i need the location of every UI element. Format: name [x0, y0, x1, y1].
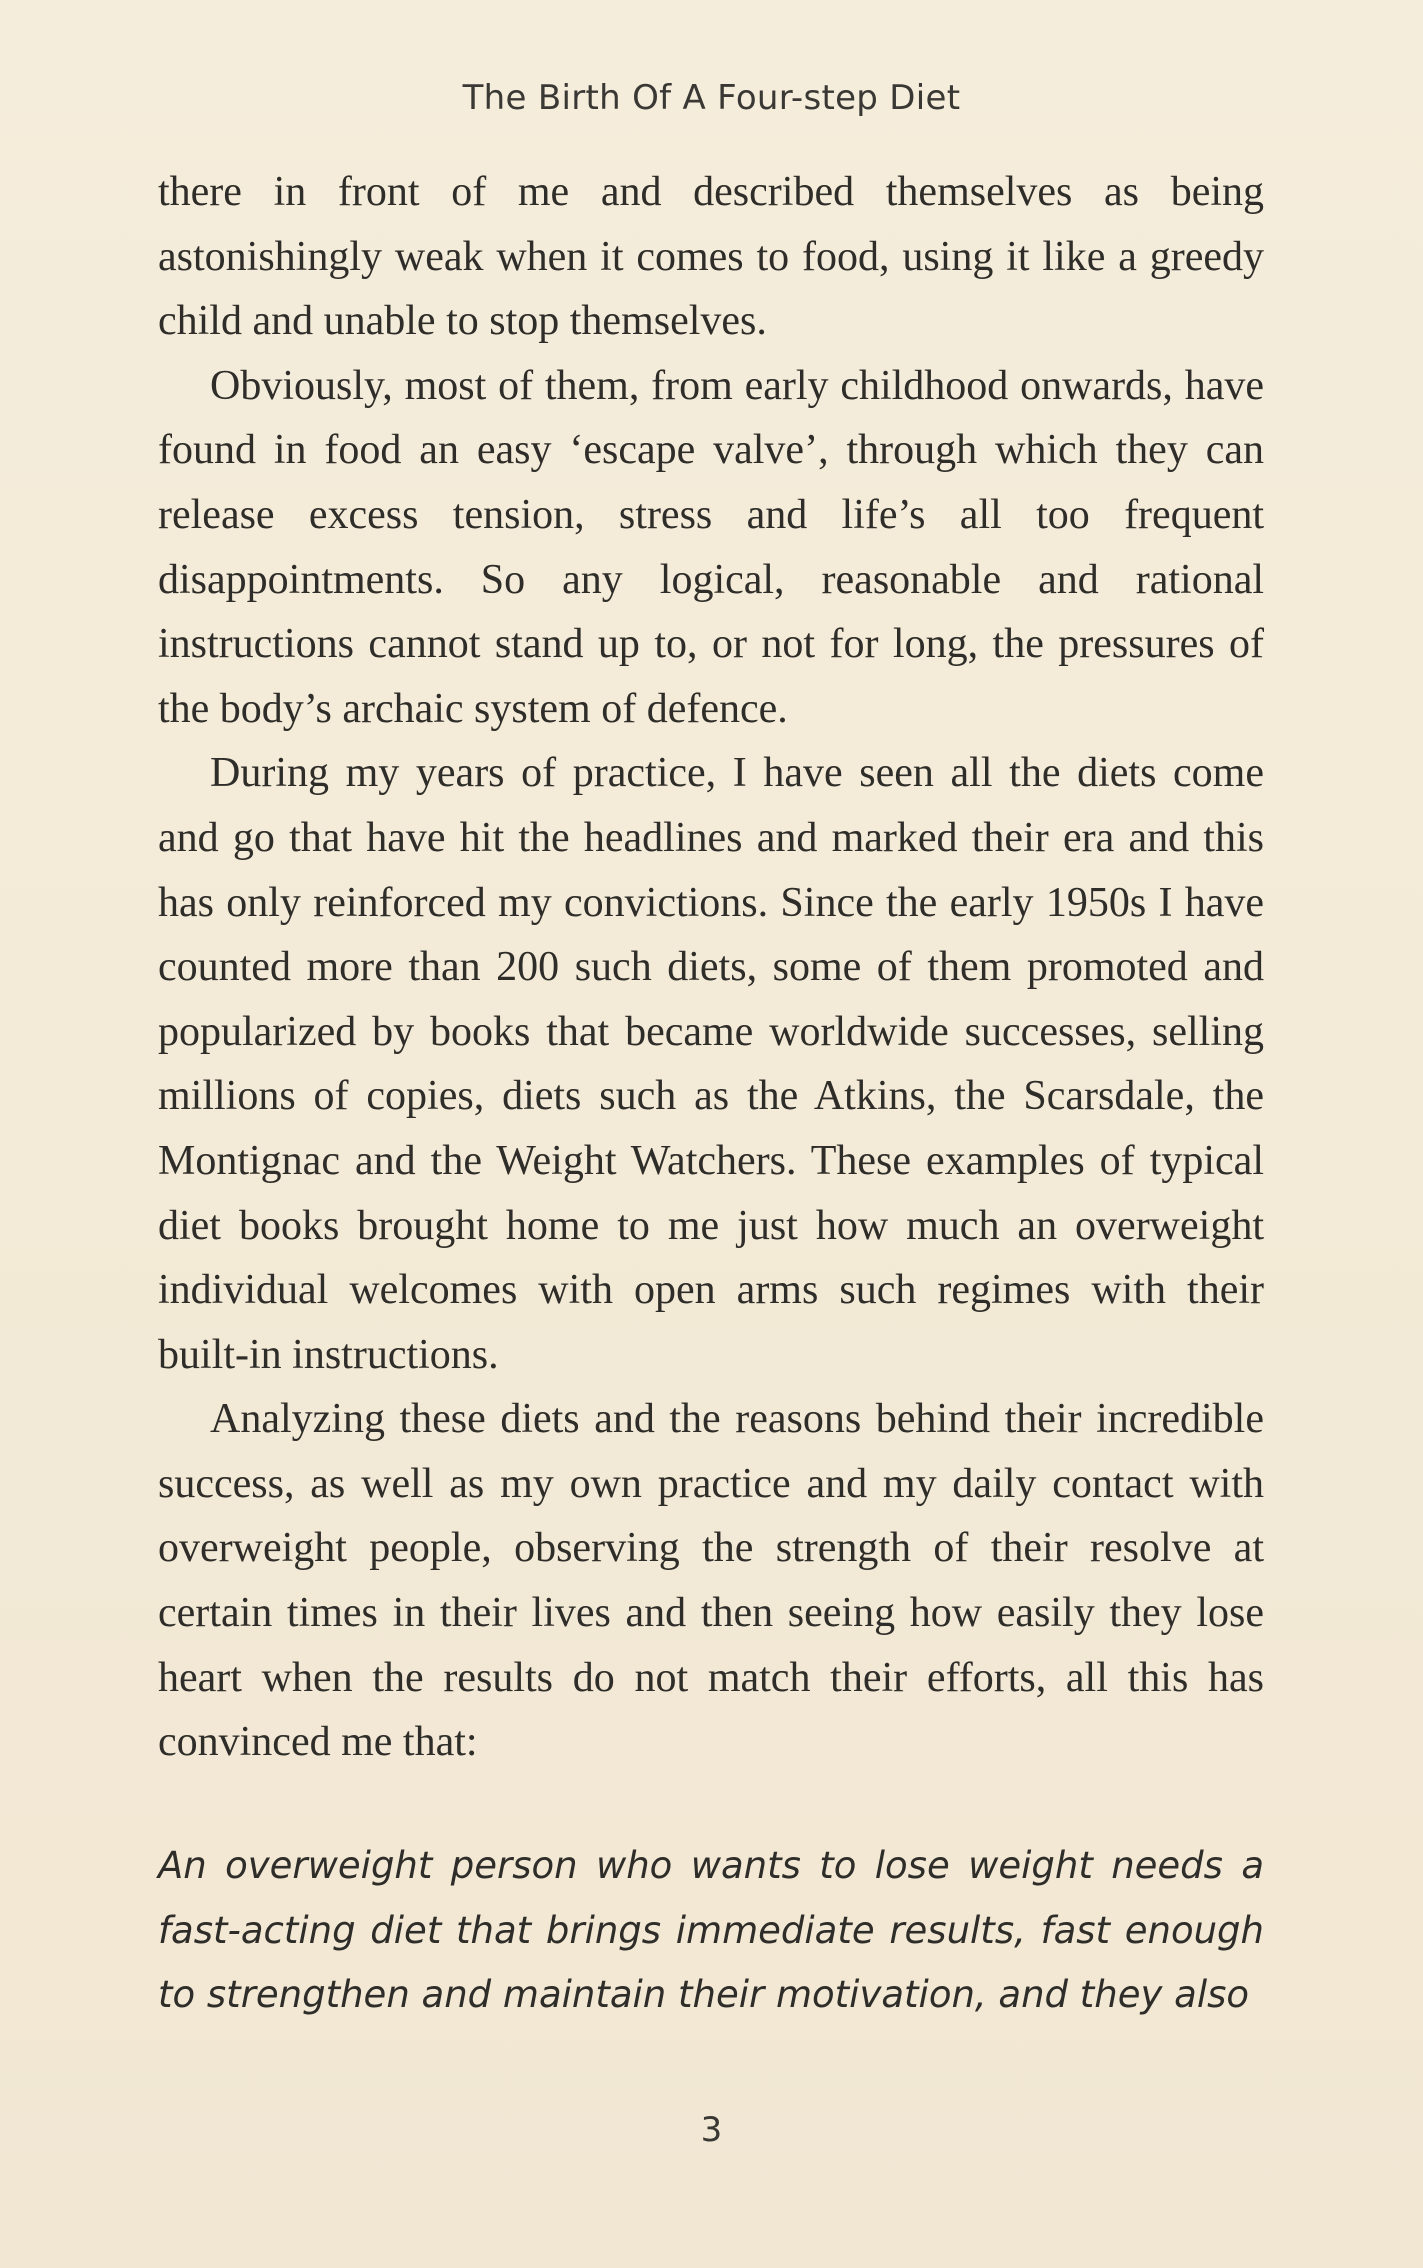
- paragraph-2: Obviously, most of them, from early childhood onwards, have found in food an easy ‘escape valve’, through which they can release excess tension, stress and life’s all too frequent disappointments. So any logical, reasonable and rational instructions cannot stand up to, or not for long, the pressures of the body’s archaic system of defence.: [158, 362, 1264, 732]
- page-number: 3: [700, 2110, 723, 2150]
- italic-statement: An overweight person who wants to lose weight needs a fast-acting diet that brings immediate results, fast enough to strengthen and maintain their motivation, and they also: [158, 1844, 1264, 2017]
- paragraph-1: there in front of me and described themselves as being astonishingly weak when it comes to food, using it like a greedy child and unable to stop themselves.: [158, 169, 1264, 345]
- paragraph-3: During my years of practice, I have seen all the diets come and go that have hit the headlines and marked their era and this has only reinforced my convictions. Since the early 1950s I have counted more than 200 such diets, some of them promoted and popularized by books that became worldwide successes, selling millions of copies, diets such as the Atkins, the Scarsdale, the Montignac and the Weight Watchers. These examples of typical diet books brought home to me just how much an overweight individual welcomes with open arms such regimes with their built-in instructions.: [158, 750, 1264, 1378]
- running-head: The Birth Of A Four-step Diet: [462, 78, 961, 118]
- paragraph-4: Analyzing these diets and the reasons behind their incredible success, as well as my own practice and my daily contact with overweight people, observing the strength of their resolve at certain times in their lives and then seeing how easily they lose heart when the results do not match their efforts, all this has convinced me that:: [158, 1396, 1264, 1766]
- body-text: [158, 160, 1264, 1775]
